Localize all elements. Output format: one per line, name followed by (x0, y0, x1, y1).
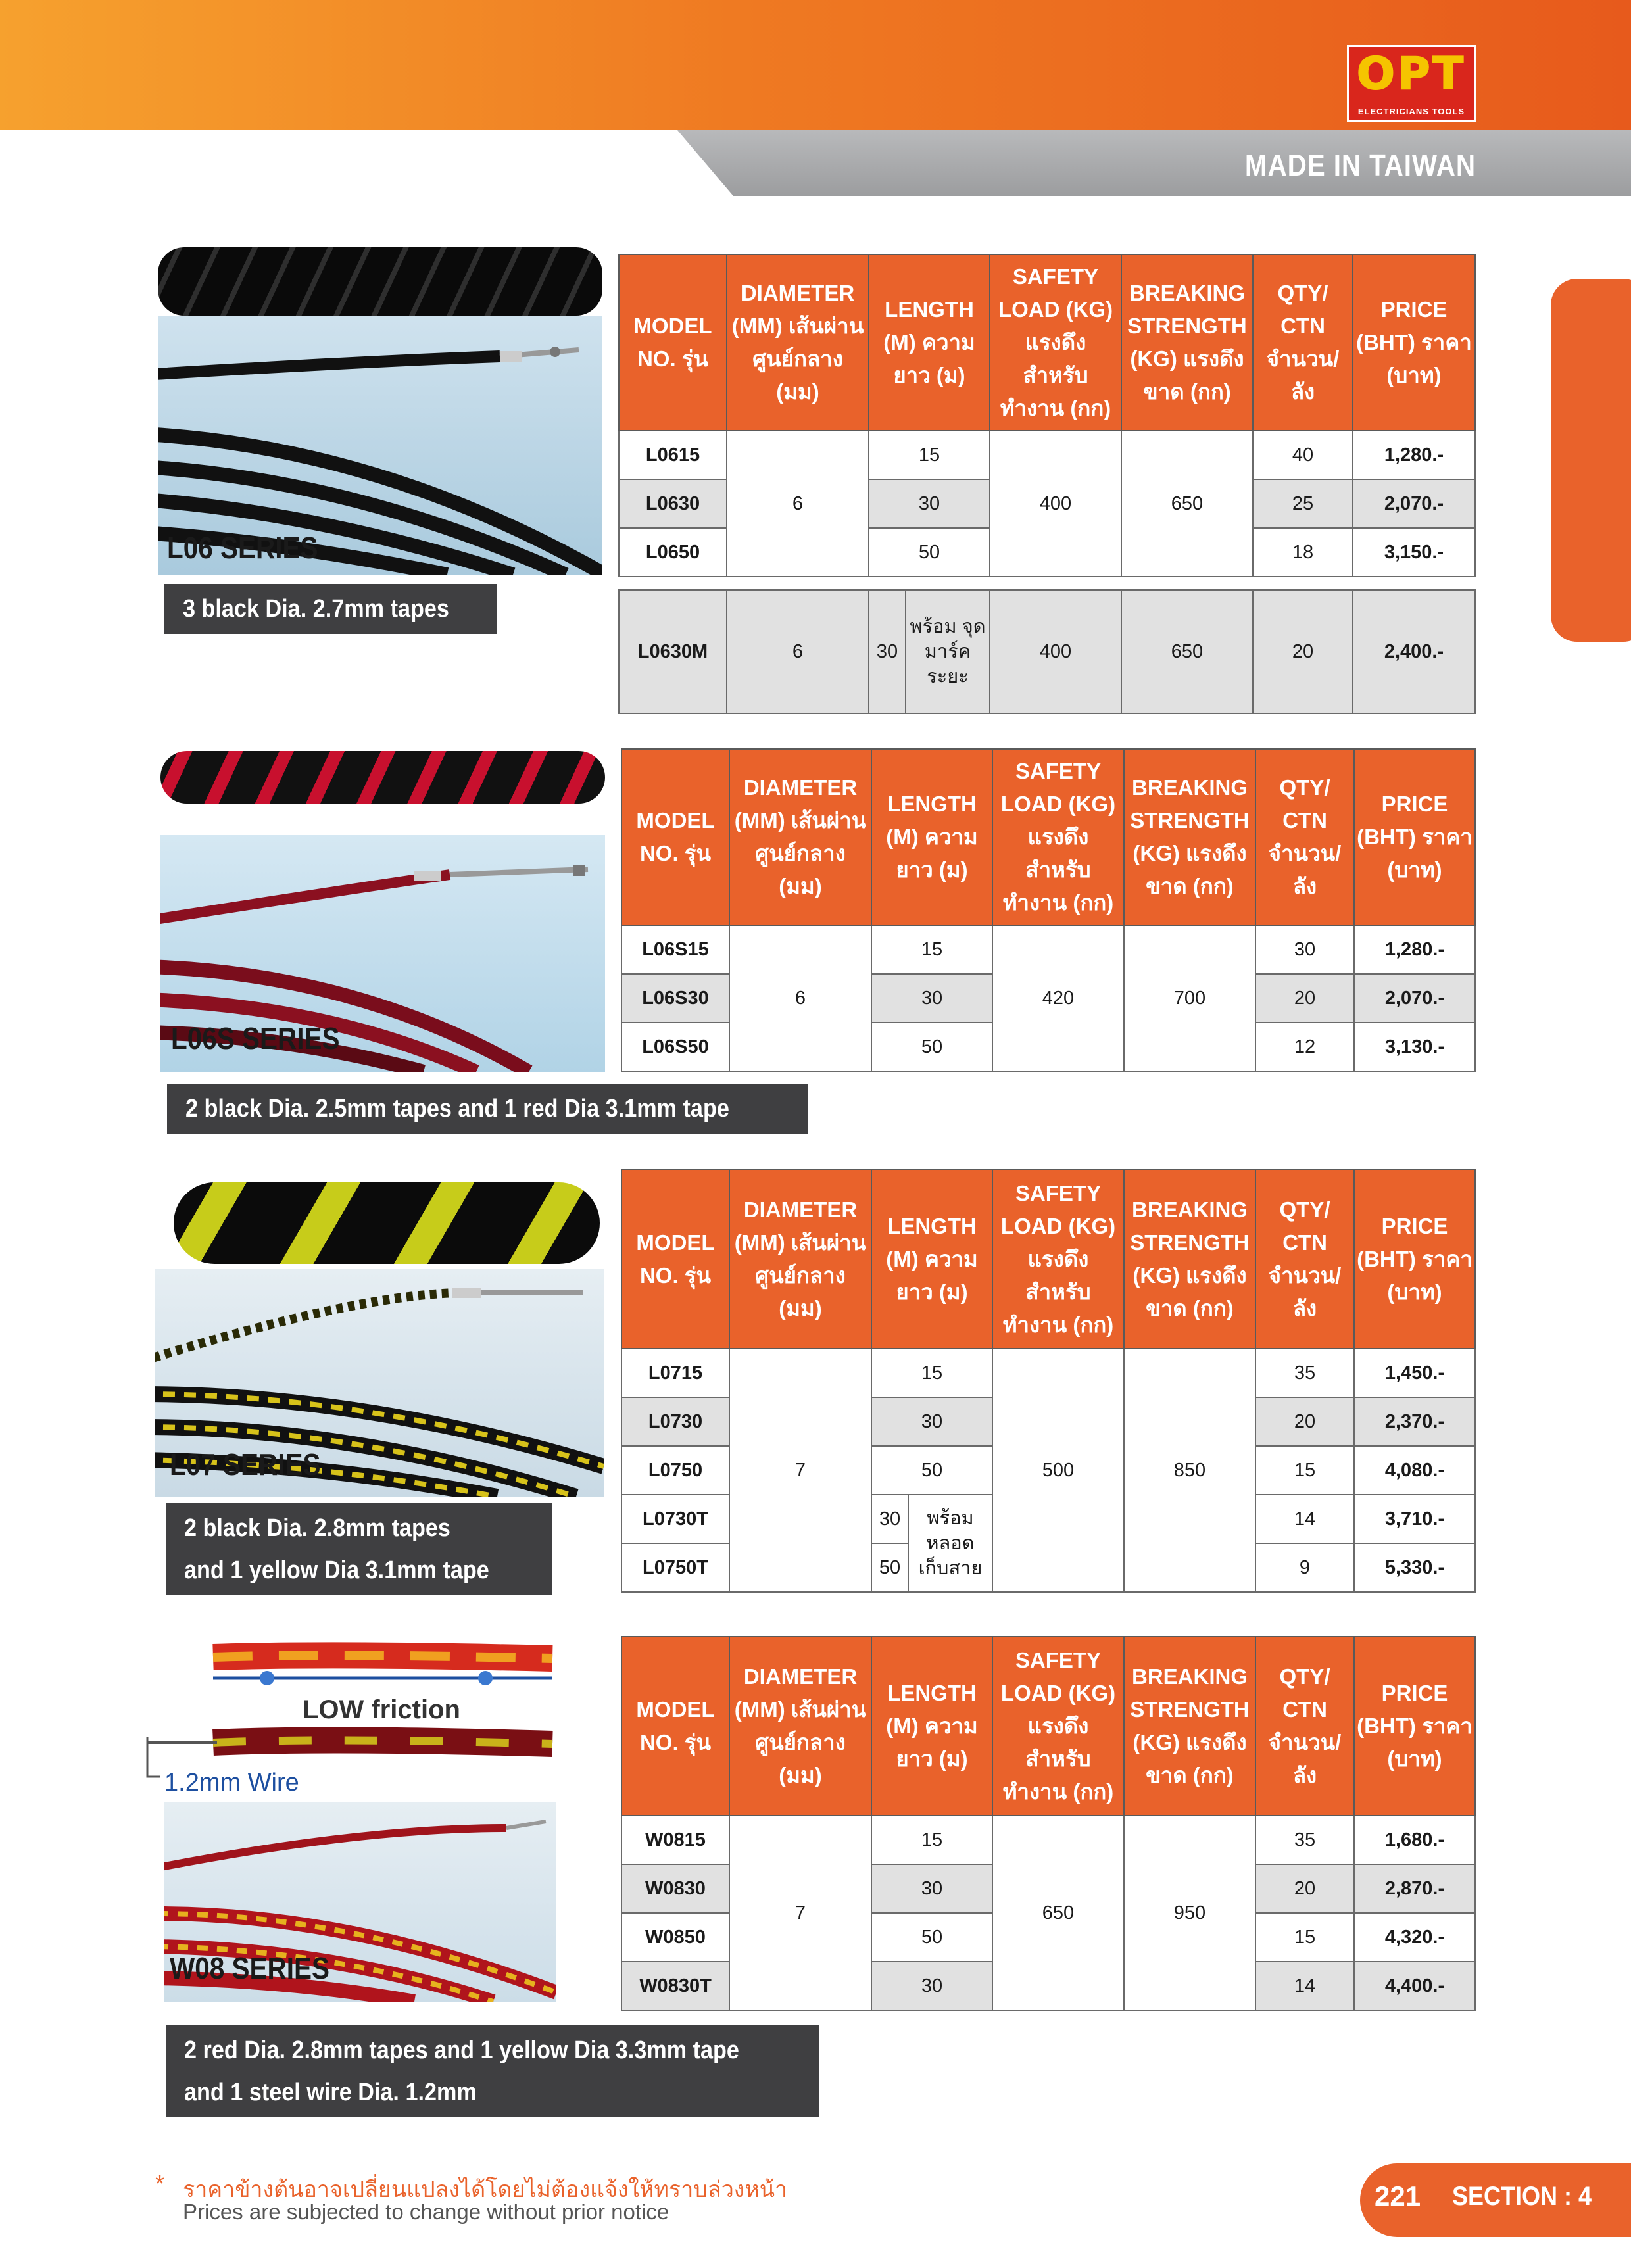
col-price: PRICE (BHT) ราคา (บาท) (1353, 254, 1475, 431)
w08-low-friction-label: LOW friction (303, 1695, 460, 1724)
l06s-description (167, 1084, 808, 1134)
table-row (619, 431, 1475, 479)
col-safety-load: SAFETY LOAD (KG) แรงดึง สำหรับ ทำงาน (กก) (990, 254, 1121, 431)
l06s-rope-closeup (160, 751, 605, 804)
header-gray-tab (677, 130, 1631, 196)
breaking-cell: 850 (1124, 1349, 1255, 1592)
table-header-row (621, 1637, 1475, 1816)
table-header-row (621, 749, 1475, 925)
col-model: MODEL NO. รุ่น (619, 254, 727, 431)
model-cell: W0830 (621, 1864, 729, 1913)
col-safety-load: SAFETY LOAD (KG) แรงดึง สำหรับ ทำงาน (กก) (992, 749, 1124, 925)
section-side-tab (1551, 279, 1631, 642)
safety-load-cell: 400 (990, 431, 1121, 577)
table-row (621, 1349, 1475, 1397)
col-safety-load: SAFETY LOAD (KG) แรงดึง สำหรับ ทำงาน (กก) (992, 1637, 1124, 1816)
page-number: 221 (1375, 2181, 1421, 2211)
l07-description (166, 1503, 552, 1595)
qty-cell: 14 (1255, 1495, 1354, 1543)
col-price: PRICE (BHT) ราคา (บาท) (1354, 749, 1475, 925)
l06s-series-label: L06S SERIES (171, 1021, 340, 1055)
length-cell: 30 (871, 1397, 992, 1446)
price-cell: 1,280.- (1353, 431, 1475, 479)
logo-tagline: ELECTRICIANS TOOLS (1357, 107, 1465, 116)
qty-cell: 35 (1255, 1816, 1354, 1864)
diameter-cell: 6 (727, 590, 869, 713)
model-cell: L0630M (619, 590, 727, 713)
model-cell: L0730T (621, 1495, 729, 1543)
price-cell: 2,070.- (1354, 974, 1475, 1023)
qty-cell: 30 (1255, 925, 1354, 974)
price-cell: 1,680.- (1354, 1816, 1475, 1864)
model-cell: L0750T (621, 1543, 729, 1592)
w08-series-label: W08 SERIES (170, 1951, 329, 1985)
diameter-cell: 6 (729, 925, 871, 1071)
qty-cell: 14 (1255, 1962, 1354, 2010)
l07-desc-line-1: 2 black Dia. 2.8mm tapes (184, 1514, 450, 1542)
col-model: MODEL NO. รุ่น (621, 749, 729, 925)
footnote-star: * (155, 2170, 165, 2197)
qty-cell: 20 (1255, 1397, 1354, 1446)
table-row (621, 1816, 1475, 1864)
qty-cell: 15 (1255, 1446, 1354, 1495)
model-cell: L06S30 (621, 974, 729, 1023)
l06-series-label: L06 SERIES (167, 531, 318, 565)
model-cell: L0615 (619, 431, 727, 479)
col-length: LENGTH (M) ความยาว (ม) (871, 1170, 992, 1349)
l07-rope-closeup (174, 1182, 600, 1264)
logo-wordmark: OPT (1356, 48, 1467, 100)
l06s-desc-line: 2 black Dia. 2.5mm tapes and 1 red Dia 3.1mm tape (185, 1095, 729, 1122)
l06-photo (158, 247, 602, 575)
qty-cell: 20 (1255, 1864, 1354, 1913)
qty-cell: 18 (1253, 528, 1353, 577)
footnote-thai: ราคาข้างต้นอาจเปลี่ยนแปลงได้โดยไม่ต้องแจ้งให้ทราบล่วงหน้า (183, 2177, 788, 2203)
price-cell: 4,320.- (1354, 1913, 1475, 1962)
col-length: LENGTH (M) ความยาว (ม) (871, 749, 992, 925)
price-cell: 3,150.- (1353, 528, 1475, 577)
price-cell: 4,400.- (1354, 1962, 1475, 2010)
length-cell: 30 (869, 479, 990, 528)
price-cell: 3,130.- (1354, 1023, 1475, 1071)
price-cell: 1,450.- (1354, 1349, 1475, 1397)
length-cell: 15 (871, 1816, 992, 1864)
model-cell: L06S15 (621, 925, 729, 974)
diameter-cell: 7 (729, 1349, 871, 1592)
qty-cell: 9 (1255, 1543, 1354, 1592)
length-cell: 15 (871, 1349, 992, 1397)
col-breaking: BREAKING STRENGTH (KG) แรงดึงขาด (กก) (1121, 254, 1253, 431)
col-model: MODEL NO. รุ่น (621, 1637, 729, 1816)
col-breaking: BREAKING STRENGTH (KG) แรงดึงขาด (กก) (1124, 749, 1255, 925)
qty-cell: 20 (1253, 590, 1353, 713)
qty-cell: 40 (1253, 431, 1353, 479)
model-cell: L0715 (621, 1349, 729, 1397)
model-cell: L06S50 (621, 1023, 729, 1071)
length-cell: 15 (871, 925, 992, 974)
length-cell: 30 (871, 1864, 992, 1913)
length-cell: 50 (871, 1913, 992, 1962)
l06-description (164, 584, 497, 634)
l07-series-label: L07 SERIES (170, 1447, 321, 1482)
col-length: LENGTH (M) ความยาว (ม) (871, 1637, 992, 1816)
l07-desc-line-2: and 1 yellow Dia 3.1mm tape (184, 1556, 489, 1584)
length-cell: 30 (871, 974, 992, 1023)
price-cell: 5,330.- (1354, 1543, 1475, 1592)
col-price: PRICE (BHT) ราคา (บาท) (1354, 1170, 1475, 1349)
length-cell: 50 (871, 1023, 992, 1071)
safety-load-cell: 400 (990, 590, 1121, 713)
made-in-label: MADE IN TAIWAN (1244, 148, 1476, 182)
table-row (619, 590, 1475, 713)
col-breaking: BREAKING STRENGTH (KG) แรงดึงขาด (กก) (1124, 1170, 1255, 1349)
l06s-spec-table (621, 748, 1476, 1072)
w08-photo (132, 1639, 566, 2002)
length-cell: 50 (869, 528, 990, 577)
length-cell: 30 (869, 590, 906, 713)
price-cell: 2,870.- (1354, 1864, 1475, 1913)
model-cell: W0830T (621, 1962, 729, 2010)
qty-cell: 25 (1253, 479, 1353, 528)
length-cell: 50 (871, 1446, 992, 1495)
w08-spec-table (621, 1636, 1476, 2011)
table-header-row (619, 254, 1475, 431)
l06-spec-table (618, 254, 1476, 577)
col-diameter: DIAMETER (MM) เส้นผ่าน ศูนย์กลาง (มม) (729, 1637, 871, 1816)
price-cell: 4,080.- (1354, 1446, 1475, 1495)
model-cell: L0630 (619, 479, 727, 528)
col-diameter: DIAMETER (MM) เส้นผ่าน ศูนย์กลาง (มม) (729, 1170, 871, 1349)
breaking-cell: 650 (1121, 590, 1253, 713)
l07-spec-table (621, 1169, 1476, 1593)
diameter-cell: 6 (727, 431, 869, 577)
brand-logo (1347, 45, 1476, 122)
model-cell: L0650 (619, 528, 727, 577)
diameter-cell: 7 (729, 1816, 871, 2010)
price-cell: 2,070.- (1353, 479, 1475, 528)
w08-desc-line-1: 2 red Dia. 2.8mm tapes and 1 yellow Dia 3.3mm tape (184, 2037, 739, 2064)
breaking-cell: 700 (1124, 925, 1255, 1071)
reel-note-cell: พร้อม หลอด เก็บสาย (908, 1495, 992, 1592)
col-qty: QTY/ CTN จำนวน/ ลัง (1253, 254, 1353, 431)
l06-desc-line: 3 black Dia. 2.7mm tapes (183, 595, 449, 623)
col-model: MODEL NO. รุ่น (621, 1170, 729, 1349)
length-cell: 50 (871, 1543, 908, 1592)
w08-description (166, 2025, 819, 2117)
price-cell: 1,280.- (1354, 925, 1475, 974)
model-cell: W0815 (621, 1816, 729, 1864)
w08-desc-line-2: and 1 steel wire Dia. 1.2mm (184, 2079, 477, 2106)
col-diameter: DIAMETER (MM) เส้นผ่าน ศูนย์กลาง (มม) (727, 254, 869, 431)
col-length: LENGTH (M) ความยาว (ม) (869, 254, 990, 431)
marking-note-cell: พร้อม จุด มาร์ค ระยะ (906, 590, 990, 713)
section-label: SECTION : 4 (1452, 2182, 1592, 2211)
qty-cell: 35 (1255, 1349, 1354, 1397)
col-breaking: BREAKING STRENGTH (KG) แรงดึงขาด (กก) (1124, 1637, 1255, 1816)
safety-load-cell: 500 (992, 1349, 1124, 1592)
l0630m-table (618, 589, 1476, 714)
model-cell: L0750 (621, 1446, 729, 1495)
footnote-english: Prices are subjected to change without prior notice (183, 2200, 669, 2224)
col-qty: QTY/ CTN จำนวน/ ลัง (1255, 749, 1354, 925)
qty-cell: 20 (1255, 974, 1354, 1023)
col-price: PRICE (BHT) ราคา (บาท) (1354, 1637, 1475, 1816)
col-qty: QTY/ CTN จำนวน/ ลัง (1255, 1170, 1354, 1349)
col-safety-load: SAFETY LOAD (KG) แรงดึง สำหรับ ทำงาน (กก) (992, 1170, 1124, 1349)
qty-cell: 15 (1255, 1913, 1354, 1962)
col-diameter: DIAMETER (MM) เส้นผ่าน ศูนย์กลาง (มม) (729, 749, 871, 925)
safety-load-cell: 650 (992, 1816, 1124, 2010)
breaking-cell: 950 (1124, 1816, 1255, 2010)
col-qty: QTY/ CTN จำนวน/ ลัง (1255, 1637, 1354, 1816)
model-cell: W0850 (621, 1913, 729, 1962)
safety-load-cell: 420 (992, 925, 1124, 1071)
table-header-row (621, 1170, 1475, 1349)
model-cell: L0730 (621, 1397, 729, 1446)
table-row (621, 925, 1475, 974)
l06s-photo (160, 751, 605, 1072)
price-cell: 2,400.- (1353, 590, 1475, 713)
l07-photo (155, 1177, 604, 1497)
length-cell: 15 (869, 431, 990, 479)
breaking-cell: 650 (1121, 431, 1253, 577)
w08-wire-label: 1.2mm Wire (164, 1769, 299, 1797)
length-cell: 30 (871, 1495, 908, 1543)
length-cell: 30 (871, 1962, 992, 2010)
qty-cell: 12 (1255, 1023, 1354, 1071)
price-cell: 2,370.- (1354, 1397, 1475, 1446)
l06-rope-closeup (158, 247, 602, 316)
price-cell: 3,710.- (1354, 1495, 1475, 1543)
